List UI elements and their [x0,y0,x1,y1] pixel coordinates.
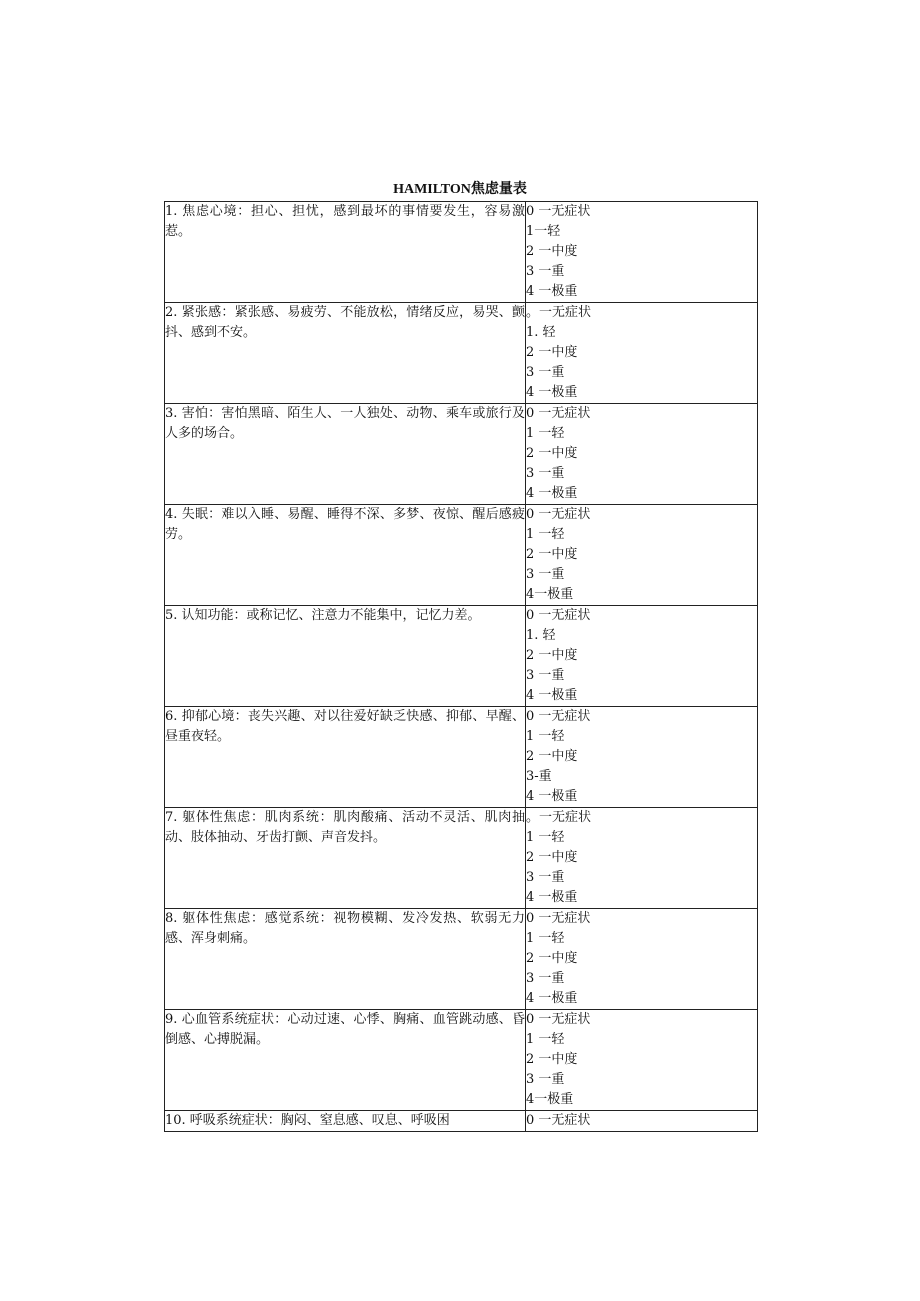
rating-option: 1 一轻 [526,527,565,542]
rating-option: 4 一极重 [526,890,578,905]
rating-option: 0 一无症状 [526,507,591,522]
rating-option: 4 一极重 [526,284,578,299]
rating-option: 2 一中度 [526,1052,578,1067]
rating-option: 。一无症状 [526,305,592,320]
question-cell: 2. 紧张感：紧张感、易疲劳、不能放松，情绪反应，易哭、颤抖、感到不安。 [165,303,526,404]
table-row [165,606,758,707]
rating-option: 1. 轻 [526,325,556,340]
rating-option: 4 一极重 [526,991,578,1006]
rating-option: 4 一极重 [526,789,578,804]
rating-option: 3 一重 [526,567,565,582]
question-cell: 8. 躯体性焦虑：感觉系统：视物模糊、发冷发热、软弱无力感、浑身刺痛。 [165,909,526,1010]
rating-option: 3 一重 [526,870,565,885]
rating-option: 1 一轻 [526,1032,565,1047]
rating-option: 1一轻 [526,224,561,239]
question-cell: 9. 心血管系统症状：心动过速、心悸、胸痛、血管跳动感、昏倒感、心搏脱漏。 [165,1010,526,1111]
rating-option: 3 一重 [526,971,565,986]
rating-option: 1. 轻 [526,628,556,643]
rating-option: 4 一极重 [526,688,578,703]
options-cell [526,808,758,909]
rating-option: 2 一中度 [526,244,578,259]
rating-option: 1 一轻 [526,426,565,441]
table-row [165,404,758,505]
rating-option: 3 一重 [526,466,565,481]
question-cell: 4. 失眠：难以入睡、易醒、睡得不深、多梦、夜惊、醒后感疲劳。 [165,505,526,606]
hamilton-scale-table [164,201,758,1132]
rating-option: 4一极重 [526,1092,574,1107]
options-cell [526,707,758,808]
rating-option: 1 一轻 [526,830,565,845]
rating-option: 2 一中度 [526,850,578,865]
table-row [165,202,758,303]
rating-option: 0 一无症状 [526,608,591,623]
rating-option: 2 一中度 [526,648,578,663]
options-cell [526,1111,758,1132]
options-cell [526,505,758,606]
rating-option: 4 一极重 [526,385,578,400]
table-body [165,202,758,1132]
table-row [165,909,758,1010]
rating-option: 2 一中度 [526,749,578,764]
rating-option: 4 一极重 [526,486,578,501]
rating-option: 0 一无症状 [526,204,591,219]
question-cell: 5. 认知功能：或称记忆、注意力不能集中，记忆力差。 [165,606,526,707]
rating-option: 3-重 [526,769,552,784]
table-row [165,1010,758,1111]
options-cell [526,909,758,1010]
table-row [165,808,758,909]
rating-option: 0 一无症状 [526,709,591,724]
options-cell [526,303,758,404]
rating-option: 2 一中度 [526,547,578,562]
rating-option: 0 一无症状 [526,1113,591,1128]
question-cell: 1. 焦虑心境：担心、担忧，感到最坏的事情要发生，容易激惹。 [165,202,526,303]
question-cell: 7. 躯体性焦虑：肌肉系统：肌肉酸痛、活动不灵活、肌肉抽动、肢体抽动、牙齿打颤、声音发抖。 [165,808,526,909]
rating-option: 4一极重 [526,587,574,602]
rating-option: 1 一轻 [526,931,565,946]
rating-option: 3 一重 [526,365,565,380]
question-cell: 3. 害怕：害怕黑暗、陌生人、一人独处、动物、乘车或旅行及人多的场合。 [165,404,526,505]
table-row [165,1111,758,1132]
rating-option: 3 一重 [526,264,565,279]
question-cell: 10. 呼吸系统症状：胸闷、窒息感、叹息、呼吸困 [165,1111,526,1132]
options-cell [526,1010,758,1111]
question-cell: 6. 抑郁心境：丧失兴趣、对以往爱好缺乏快感、抑郁、早醒、昼重夜轻。 [165,707,526,808]
rating-option: 3 一重 [526,668,565,683]
rating-option: 2 一中度 [526,446,578,461]
rating-option: 1 一轻 [526,729,565,744]
rating-option: 2 一中度 [526,951,578,966]
table-row [165,707,758,808]
rating-option: 3 一重 [526,1072,565,1087]
rating-option: 0 一无症状 [526,911,591,926]
options-cell [526,606,758,707]
rating-option: 0 一无症状 [526,406,591,421]
rating-option: 2 一中度 [526,345,578,360]
rating-option: 0 一无症状 [526,1012,591,1027]
table-row [165,303,758,404]
table-row [165,505,758,606]
document-title: HAMILTON焦虑量表 [393,182,527,197]
options-cell [526,404,758,505]
options-cell [526,202,758,303]
rating-option: 。一无症状 [526,810,592,825]
